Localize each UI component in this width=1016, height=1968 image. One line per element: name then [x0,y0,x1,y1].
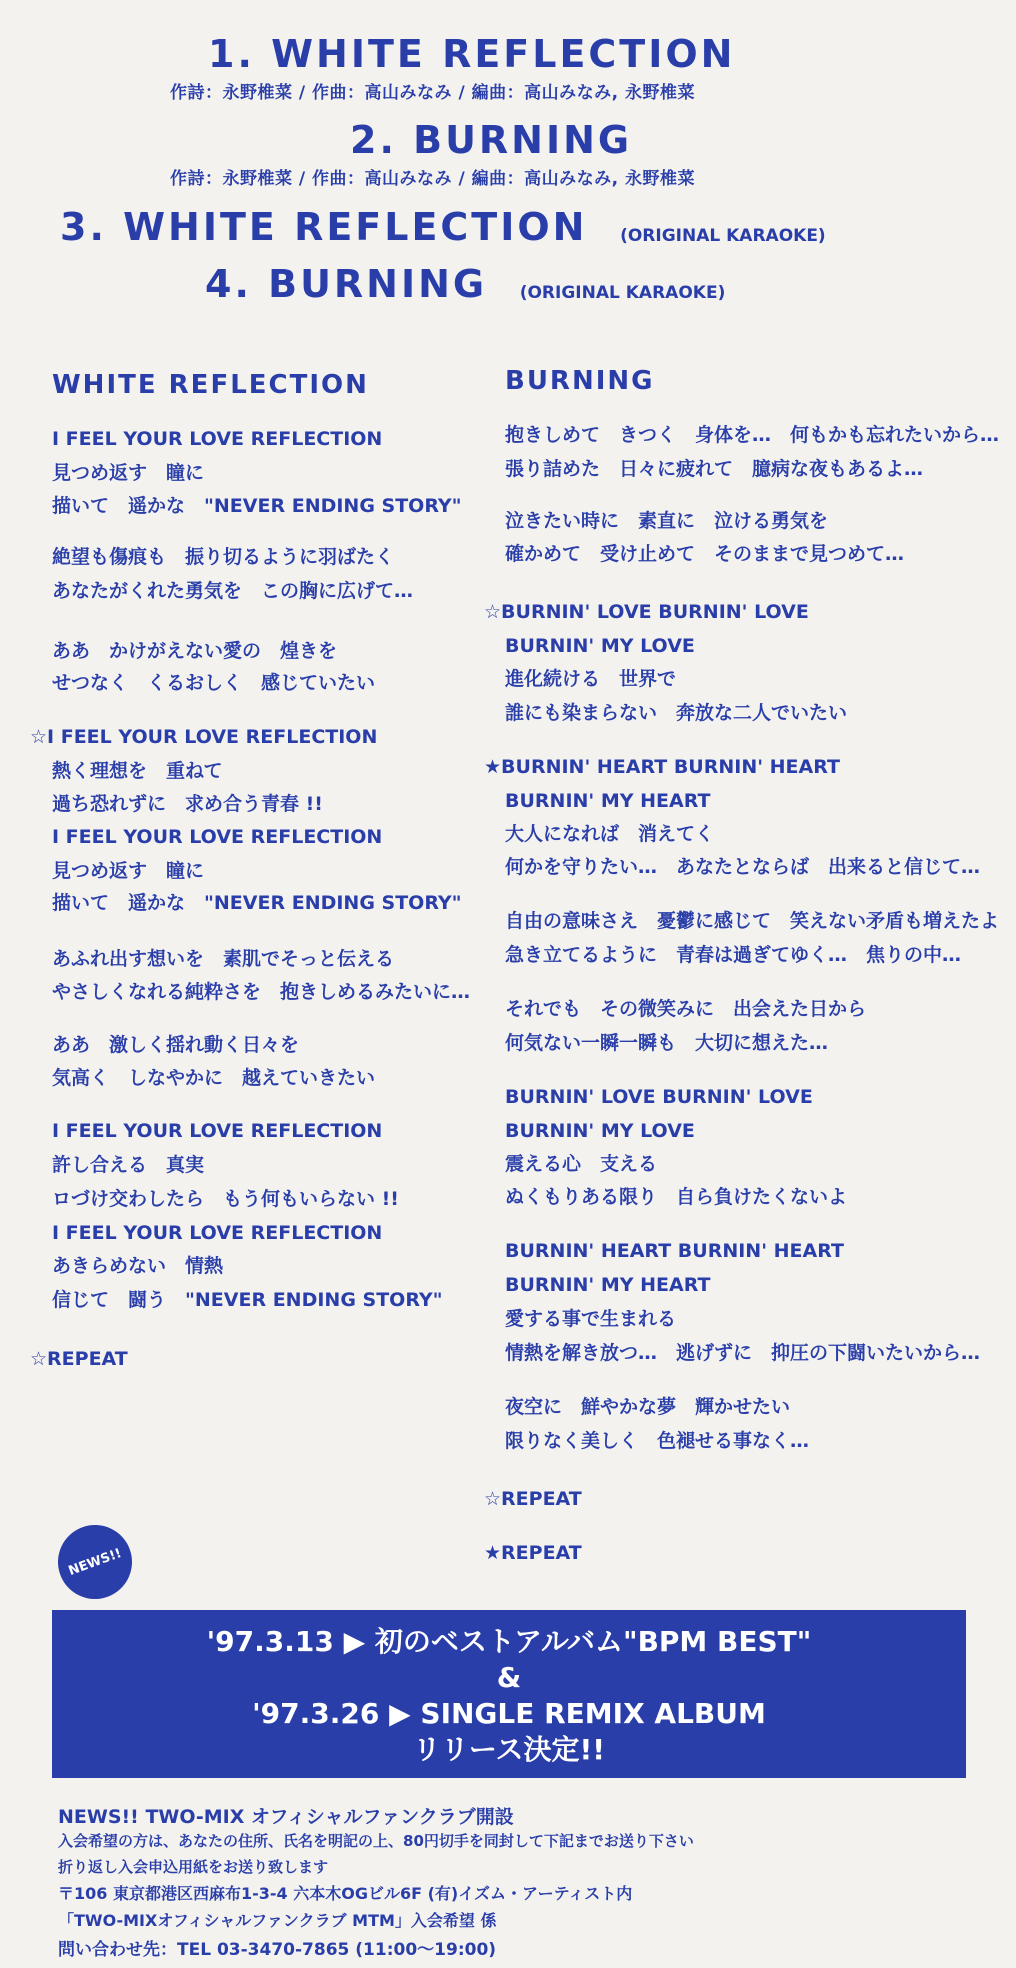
track-3-subtitle: (ORIGINAL KARAOKE) [620,225,826,246]
fanclub-address: 〒106 東京都港区西麻布1-3-4 六本木OGビル6F (有)イズム・アーティスト内 [58,1884,633,1903]
track-2 [350,118,632,162]
lyric-line: I FEEL YOUR LOVE REFLECTION [52,428,383,450]
fanclub-line: 折り返し入会申込用紙をお送り致します [58,1858,329,1876]
lyric-line: 泣きたい時に 素直に 泣ける勇気を [505,510,829,532]
lyric-line: 進化続ける 世界で [505,668,677,690]
lyric-line: BURNIN' HEART BURNIN' HEART [505,1240,844,1262]
lyrics-title-white-reflection: WHITE REFLECTION [52,370,369,400]
lyric-line: せつなく くるおしく 感じていたい [52,672,376,694]
lyric-line: 震える心 支える [505,1153,658,1175]
lyric-line: ああ かけがえない愛の 煌きを [52,640,338,662]
lyric-line: 張り詰めた 日々に疲れて 臆病な夜もあるよ… [505,458,924,480]
track-2-title: 2. BURNING [350,118,633,162]
lyric-line: 確かめて 受け止めて そのままで見つめて… [505,543,905,565]
lyric-line: 絶望も傷痕も 振り切るように羽ばたく [52,546,395,568]
lyric-line: 急き立てるように 青春は過ぎてゆく… 焦りの中… [505,944,962,966]
lyric-line: 大人になれば 消えてく [505,823,715,845]
lyric-line: ☆I FEEL YOUR LOVE REFLECTION [30,726,378,748]
lyric-line: ぬくもりある限り 自ら負けたくないよ [505,1186,848,1208]
track-4 [205,262,725,306]
banner-line-best-album: '97.3.13 ▶ 初のベストアルバム"BPM BEST" [206,1625,812,1658]
track-2-credit: 作詩：永野椎菜 / 作曲：高山みなみ / 編曲：高山みなみ, 永野椎菜 [170,169,695,189]
lyric-line: 限りなく美しく 色褪せる事なく… [505,1430,810,1452]
lyric-line: あふれ出す想いを 素肌でそっと伝える [52,948,395,970]
banner-line-release: リリース決定!! [412,1733,606,1766]
lyric-line: 熱く理想を 重ねて [52,760,223,782]
lyric-line: それでも その微笑みに 出会えた日から [505,998,867,1020]
banner-line-ampersand: & [496,1661,522,1694]
lyric-line: 愛する事で生まれる [505,1308,677,1330]
fanclub-recipient: 「TWO-MIXオフィシャルファンクラブ MTM」入会希望 係 [58,1911,497,1930]
lyric-line: 描いて 遥かな "NEVER ENDING STORY" [52,495,462,517]
fanclub-heading: NEWS!! TWO-MIX オフィシャルファンクラブ開設 [58,1806,514,1828]
lyric-line: ああ 激しく揺れ動く日々を [52,1034,300,1056]
lyric-line: I FEEL YOUR LOVE REFLECTION [52,1222,383,1244]
banner-line-remix-album: '97.3.26 ▶ SINGLE REMIX ALBUM [252,1697,766,1730]
track-1-credit: 作詩：永野椎菜 / 作曲：高山みなみ / 編曲：高山みなみ, 永野椎菜 [170,83,695,103]
lyric-line: BURNIN' MY LOVE [505,1120,695,1142]
lyric-line: BURNIN' MY LOVE [505,635,695,657]
lyric-line: 夜空に 鮮やかな夢 輝かせたい [505,1396,791,1418]
lyric-line: I FEEL YOUR LOVE REFLECTION [52,1120,383,1142]
lyric-line: 何気ない一瞬一瞬も 大切に想えた… [505,1032,829,1054]
release-banner [52,1610,966,1778]
lyric-line: BURNIN' MY HEART [505,790,711,812]
lyric-line: ☆BURNIN' LOVE BURNIN' LOVE [484,601,809,623]
lyric-line: あきらめない 情熱 [52,1255,224,1277]
lyric-line: BURNIN' LOVE BURNIN' LOVE [505,1086,813,1108]
track-3-title: 3. WHITE REFLECTION [60,205,588,249]
lyric-line: 何かを守りたい… あなたとならば 出来ると信じて… [505,856,981,878]
track-4-title: 4. BURNING [205,262,488,306]
fanclub-line: 入会希望の方は、あなたの住所、氏名を明記の上、80円切手を同封して下記までお送り下さい [58,1832,694,1850]
track-3 [60,205,826,249]
news-badge: NEWS!! [48,1515,143,1610]
track-1-title: 1. WHITE REFLECTION [208,32,736,76]
lyric-line: I FEEL YOUR LOVE REFLECTION [52,826,383,848]
lyric-line: ☆REPEAT [30,1348,128,1370]
lyric-line: ★BURNIN' HEART BURNIN' HEART [484,756,840,778]
lyric-line: 描いて 遥かな "NEVER ENDING STORY" [52,892,462,914]
lyric-line: 許し合える 真実 [52,1154,205,1176]
lyric-line: 抱きしめて きつく 身体を… 何もかも忘れたいから… [505,424,1000,446]
lyric-line: 自由の意味さえ 憂鬱に感じて 笑えない矛盾も増えたよ [505,910,1000,932]
lyric-line: 気高く しなやかに 越えていきたい [52,1067,376,1089]
lyric-line: 見つめ返す 瞳に [52,860,205,882]
lyric-line: ★REPEAT [484,1542,582,1564]
lyrics-title-burning: BURNING [505,366,655,396]
lyric-line: 見つめ返す 瞳に [52,462,205,484]
lyric-line: ロづけ交わしたら もう何もいらない !! [52,1188,399,1210]
lyric-line: 信じて 闘う "NEVER ENDING STORY" [52,1289,443,1311]
track-1 [208,32,735,76]
fanclub-contact: 問い合わせ先：TEL 03-3470-7865 (11:00～19:00) [58,1940,497,1960]
lyric-line: ☆REPEAT [484,1488,582,1510]
lyric-line: やさしくなれる純粋さを 抱きしめるみたいに… [52,981,471,1003]
track-4-subtitle: (ORIGINAL KARAOKE) [519,282,726,303]
lyric-line: 過ち恐れずに 求め合う青春 !! [52,793,323,815]
lyric-line: 情熱を解き放つ… 逃げずに 抑圧の下闘いたいから… [505,1342,981,1364]
lyric-line: 誰にも染まらない 奔放な二人でいたい [505,702,848,724]
lyric-line: BURNIN' MY HEART [505,1274,711,1296]
lyric-line: あなたがくれた勇気を この胸に広げて… [52,580,414,602]
